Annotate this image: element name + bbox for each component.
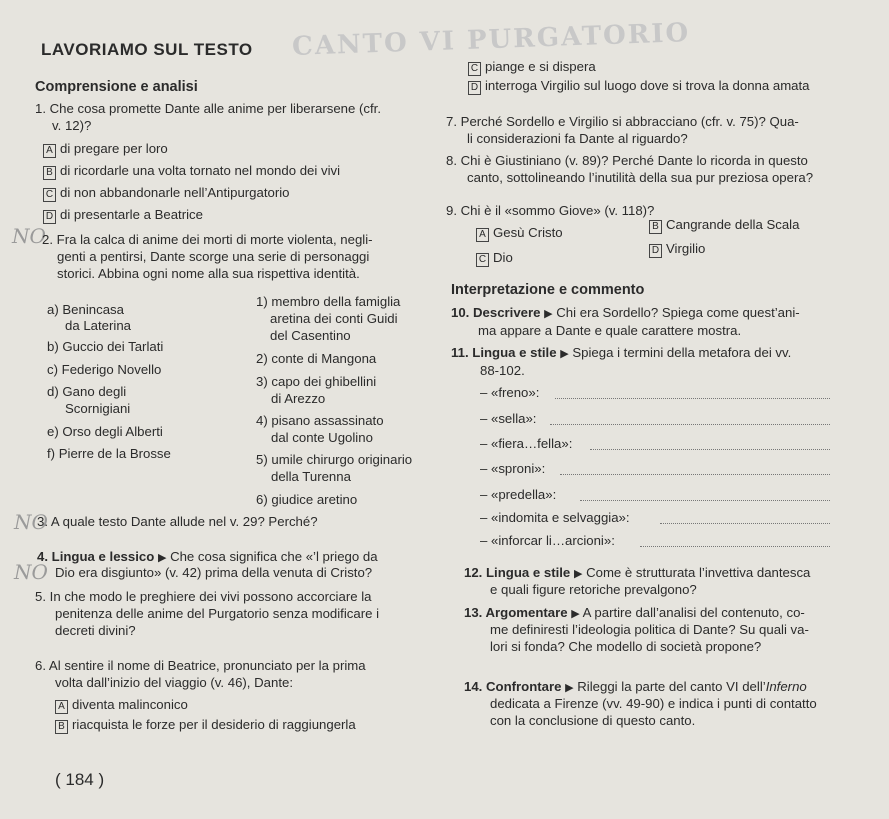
- question-8-line2: canto, sottolineando l’inutilità della sua pur preziosa opera?: [467, 170, 814, 185]
- question-14-line2: dedicata a Firenze (vv. 49-90) e indica i punti di contatto: [490, 696, 817, 711]
- question-13-line1: [464, 605, 805, 622]
- question-6-line1: 6. Al sentire il nome di Beatrice, pronunciato per la prima: [35, 658, 366, 673]
- option-letter-box: A: [476, 228, 489, 242]
- arrow-icon: ▶: [565, 682, 574, 694]
- metaphor-term: – «sella»:: [480, 411, 537, 426]
- identity-1-cont2: del Casentino: [270, 328, 351, 343]
- q1-option-d-right[interactable]: [468, 78, 810, 95]
- question-11-label: 11. Lingua e stile: [451, 345, 557, 360]
- name-d-cont: Scornigiani: [65, 401, 131, 416]
- q9-option-c[interactable]: [476, 250, 513, 267]
- section-comprehension-title: Comprensione e analisi: [35, 79, 198, 95]
- handwritten-mark: NO: [12, 224, 46, 248]
- question-1-line1: 1. Che cosa promette Dante alle anime per liberarsene (cfr.: [35, 101, 381, 116]
- option-letter-box: C: [476, 253, 489, 267]
- question-12-label: 12. Lingua e stile: [464, 565, 571, 580]
- question-6-line2: volta dall’inizio del viaggio (v. 46), Dante:: [55, 675, 293, 690]
- question-2-line3: storici. Abbina ogni nome alla sua rispettiva identità.: [57, 266, 360, 281]
- arrow-icon: ▶: [573, 568, 583, 580]
- page-number-value: 184: [65, 770, 94, 789]
- option-text: di presentarle a Beatrice: [60, 207, 203, 222]
- handwritten-mark: NO: [14, 510, 48, 534]
- q9-option-b[interactable]: [649, 217, 799, 234]
- option-letter-box: D: [43, 210, 56, 224]
- q9-option-d[interactable]: [649, 241, 705, 258]
- arrow-icon: ▶: [571, 608, 580, 620]
- term-label: «predella»:: [491, 487, 557, 502]
- name-c: c) Federigo Novello: [47, 362, 162, 377]
- name-a: a) Benincasa: [47, 302, 124, 317]
- answer-line[interactable]: [640, 546, 830, 547]
- question-5-line1: 5. In che modo le preghiere dei vivi possono accorciare la: [35, 589, 372, 604]
- answer-line[interactable]: [660, 523, 830, 524]
- question-11-line1: [451, 345, 791, 362]
- question-7-line1: 7. Perché Sordello e Virgilio si abbracciano (cfr. v. 75)? Qua-: [446, 114, 799, 129]
- question-4-line1: [37, 549, 378, 566]
- identity-5-cont: della Turenna: [271, 469, 351, 484]
- question-4-text: Che cosa significa che «’l priego da: [170, 549, 378, 564]
- identity-2: 2) conte di Mangona: [256, 351, 377, 366]
- question-2-line1: 2. Fra la calca di anime dei morti di morte violenta, negli-: [42, 232, 373, 247]
- answer-line[interactable]: [560, 474, 830, 475]
- arrow-icon: ▶: [560, 348, 569, 360]
- option-letter-box: C: [468, 62, 481, 76]
- name-b: b) Guccio dei Tarlati: [47, 339, 164, 354]
- option-text: di ricordarle una volta tornato nel mondo dei vivi: [60, 163, 341, 178]
- question-14-line3: con la conclusione di questo canto.: [490, 713, 696, 728]
- option-text: Cangrande della Scala: [666, 217, 800, 232]
- option-letter-box: B: [43, 166, 56, 180]
- q9-option-a[interactable]: [476, 225, 563, 242]
- question-13-label: 13. Argomentare: [464, 605, 568, 620]
- handwritten-mark: NO: [14, 560, 48, 584]
- name-e: e) Orso degli Alberti: [47, 424, 163, 439]
- identity-3-cont: di Arezzo: [271, 391, 326, 406]
- name-d: d) Gano degli: [47, 384, 127, 399]
- option-text: piange e si dispera: [485, 59, 596, 74]
- identity-1: 1) membro della famiglia: [256, 294, 401, 309]
- option-letter-box: B: [649, 220, 662, 234]
- option-letter-box: B: [55, 720, 68, 734]
- question-14-italic: Inferno: [765, 679, 807, 694]
- option-text: Gesù Cristo: [493, 225, 563, 240]
- term-label: «sproni»:: [491, 461, 546, 476]
- question-3: 3. A quale testo Dante allude nel v. 29? Perché?: [37, 514, 318, 529]
- answer-line[interactable]: [550, 424, 830, 425]
- question-14-label: 14. Confrontare: [464, 679, 562, 694]
- identity-3: 3) capo dei ghibellini: [256, 374, 377, 389]
- arrow-icon: ▶: [157, 552, 167, 564]
- option-letter-box: D: [468, 81, 481, 95]
- section-interpretation-title: Interpretazione e commento: [451, 282, 645, 298]
- q6-option-b[interactable]: [55, 717, 356, 734]
- question-12-line2: e quali figure retoriche prevalgono?: [490, 582, 697, 597]
- metaphor-term: – «sproni»:: [480, 461, 546, 476]
- option-text: diventa malinconico: [72, 697, 188, 712]
- question-9: 9. Chi è il «sommo Giove» (v. 118)?: [446, 203, 655, 218]
- term-label: «indomita e selvaggia»:: [491, 510, 630, 525]
- q6-option-a[interactable]: [55, 697, 188, 714]
- option-letter-box: C: [43, 188, 56, 202]
- handwritten-note: CANTO VI PURGATORIO: [291, 18, 691, 62]
- question-14-text: Rileggi la parte del canto VI dell’: [577, 679, 766, 694]
- question-13-text: A partire dall’analisi del contenuto, co-: [582, 605, 805, 620]
- term-label: «sella»:: [491, 411, 537, 426]
- q1-option-c[interactable]: [43, 185, 290, 202]
- answer-line[interactable]: [590, 449, 830, 450]
- identity-5: 5) umile chirurgo originario: [256, 452, 413, 467]
- question-8-line1: 8. Chi è Giustiniano (v. 89)? Perché Dante lo ricorda in questo: [446, 153, 808, 168]
- page-number: ( 184 ): [55, 770, 105, 789]
- option-text: riacquista le forze per il desiderio di raggiungerla: [72, 717, 356, 732]
- q1-option-b[interactable]: [43, 163, 340, 180]
- question-10-line1: [451, 305, 800, 322]
- question-10-label: 10. Descrivere: [451, 305, 541, 320]
- q1-option-c-right[interactable]: [468, 59, 596, 76]
- option-text: Virgilio: [666, 241, 706, 256]
- option-text: di pregare per loro: [60, 141, 168, 156]
- metaphor-term: – «freno»:: [480, 385, 540, 400]
- option-letter-box: A: [43, 144, 56, 158]
- question-10-line2: ma appare a Dante e quale carattere mostra.: [478, 323, 742, 338]
- answer-line[interactable]: [555, 398, 830, 399]
- page-title: LAVORIAMO SUL TESTO: [41, 40, 253, 59]
- option-letter-box: A: [55, 700, 68, 714]
- identity-4: 4) pisano assassinato: [256, 413, 384, 428]
- question-14-line1: [464, 679, 807, 696]
- metaphor-term: – «inforcar li…arcioni»:: [480, 533, 615, 548]
- question-12-text: Come è strutturata l’invettiva dantesca: [586, 565, 811, 580]
- term-label: «inforcar li…arcioni»:: [491, 533, 615, 548]
- metaphor-term: – «indomita e selvaggia»:: [480, 510, 630, 525]
- option-text: interroga Virgilio sul luogo dove si trova la donna amata: [485, 78, 810, 93]
- option-text: di non abbandonarle nell’Antipurgatorio: [60, 185, 290, 200]
- identity-6: 6) giudice aretino: [256, 492, 358, 507]
- question-7-line2: li considerazioni fa Dante al riguardo?: [467, 131, 688, 146]
- question-11-text: Spiega i termini della metafora dei vv.: [572, 345, 792, 360]
- question-1-line2: v. 12)?: [52, 118, 92, 133]
- question-13-line2: me definiresti l’ideologia politica di Dante? Su quali va-: [490, 622, 809, 637]
- question-11-line2: 88-102.: [480, 363, 525, 378]
- question-4-line2: Dio era disgiunto» (v. 42) prima della venuta di Cristo?: [55, 565, 373, 580]
- answer-line[interactable]: [580, 500, 830, 501]
- option-letter-box: D: [649, 244, 662, 258]
- question-10-text: Chi era Sordello? Spiega come quest’ani-: [556, 305, 800, 320]
- metaphor-term: – «fiera…fella»:: [480, 436, 573, 451]
- identity-4-cont: dal conte Ugolino: [271, 430, 373, 445]
- question-4-label: 4. Lingua e lessico: [37, 549, 155, 564]
- metaphor-term: – «predella»:: [480, 487, 557, 502]
- term-label: «freno»:: [491, 385, 540, 400]
- question-12-line1: [464, 565, 810, 582]
- name-f: f) Pierre de la Brosse: [47, 446, 171, 461]
- question-13-line3: lori si fonda? Che modello di società propone?: [490, 639, 762, 654]
- option-text: Dio: [493, 250, 513, 265]
- q1-option-d[interactable]: [43, 207, 203, 224]
- name-a-cont: da Laterina: [65, 318, 131, 333]
- question-5-line3: decreti divini?: [55, 623, 136, 638]
- question-2-line2: genti a pentirsi, Dante scorge una serie di personaggi: [57, 249, 370, 264]
- arrow-icon: ▶: [544, 308, 553, 320]
- identity-1-cont: aretina dei conti Guidi: [270, 311, 398, 326]
- q1-option-a[interactable]: [43, 141, 168, 158]
- question-5-line2: penitenza delle anime del Purgatorio senza modificare i: [55, 606, 380, 621]
- term-label: «fiera…fella»:: [491, 436, 573, 451]
